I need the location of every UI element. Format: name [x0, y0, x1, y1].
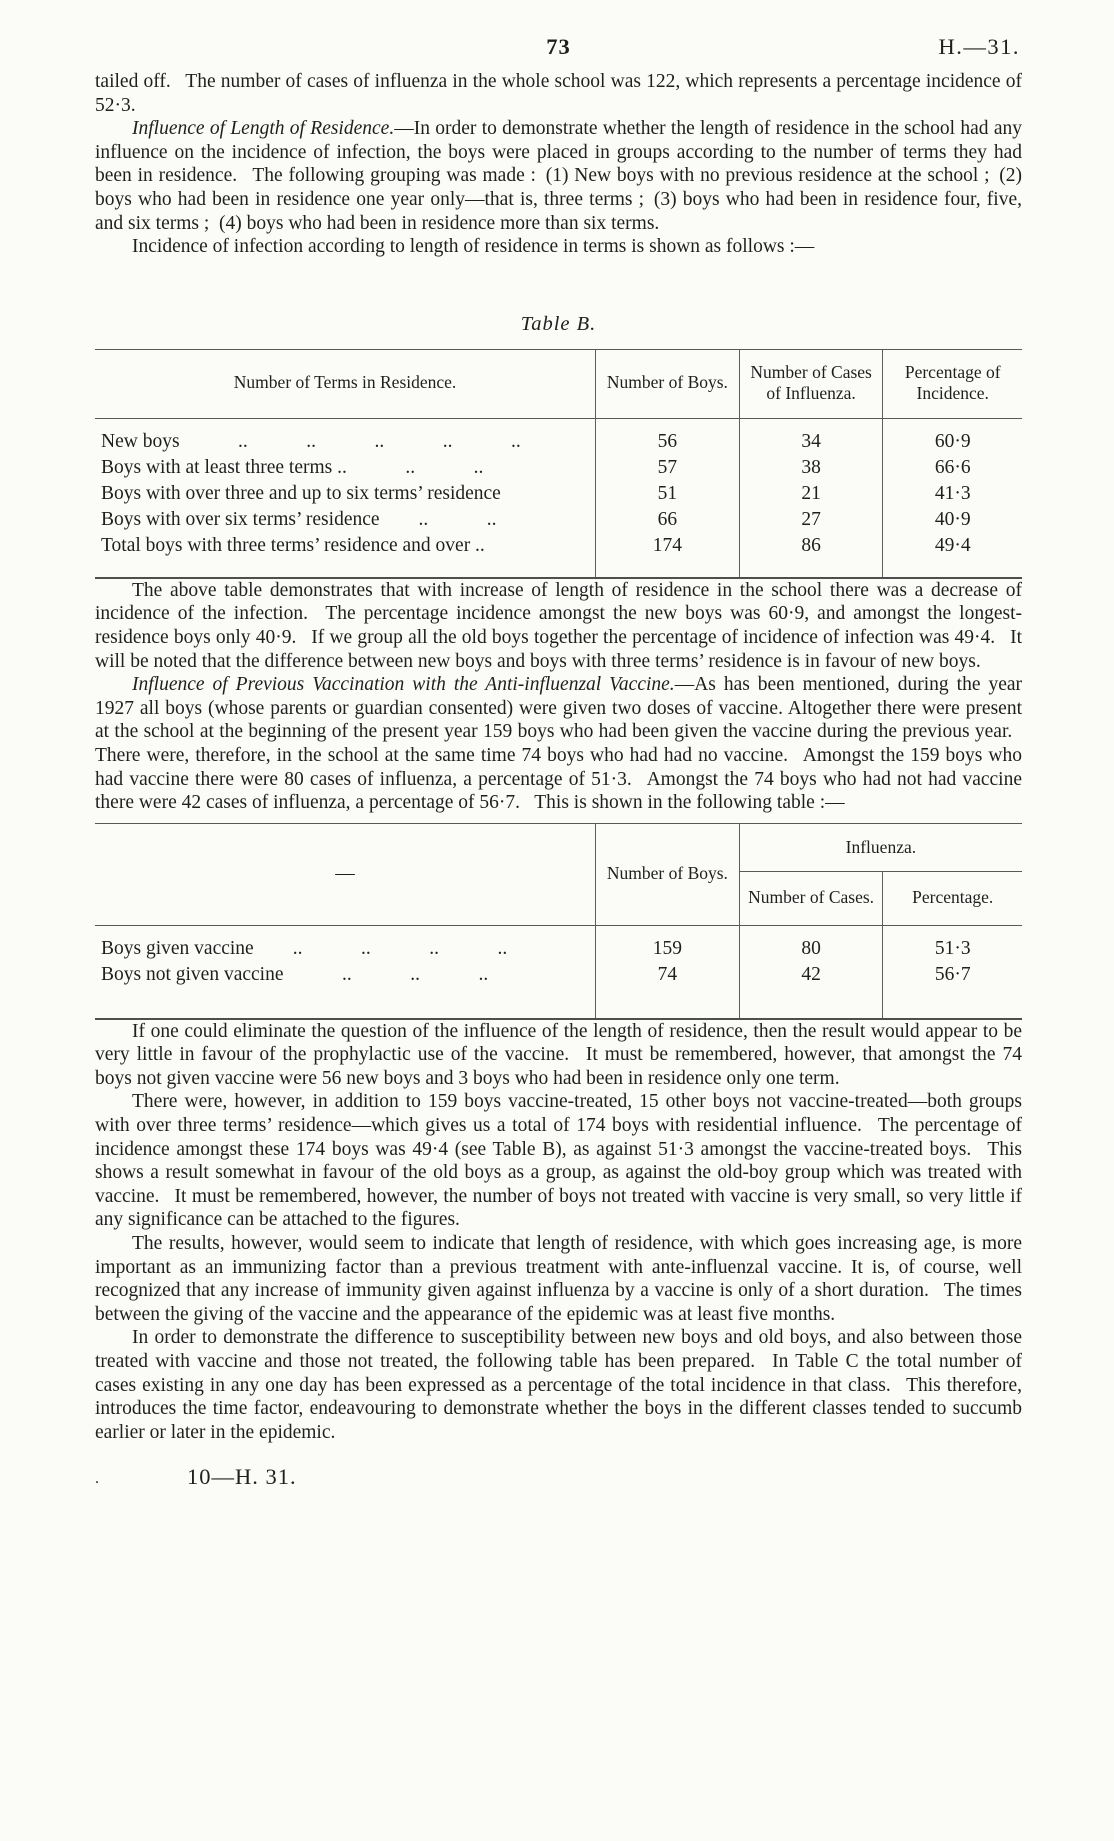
paragraph-text: In order to demonstrate the difference to susceptibility between new boys and old boys, and also between those treated with vaccine and those not treated, the following table has been prepared. In Table C the total number of cases existing in any one day has been expressed as a percentage of the total incidence in that class. This therefore, introduces the time factor, endeavouring to demonstrate whether the boys in the different classes tended to succumb earlier or later in the epidemic.	[95, 1327, 1022, 1443]
paragraph-lead-italic: Influence of Previous Vaccination with the Anti-influenzal Vaccine.	[132, 674, 675, 696]
paragraph-residential-influence	[95, 1090, 1022, 1232]
row-incidence: 41·3	[883, 481, 1022, 507]
row-percentage: 56·7	[883, 962, 1022, 1019]
page-header	[95, 34, 1022, 70]
paragraph-text: The results, however, would seem to indicate that length of residence, with which goes increasing age, is more important as an immunizing factor than a previous treatment with ante-influenzal vaccine. It is, of course, well recognized that any increase of immunity given against influenza by a vaccine is only of a short duration. The times between the giving of the vaccine and the appearance of the epidemic was at least five months.	[95, 1233, 1022, 1325]
paragraph-lead-italic: Influence of Length of Residence.	[132, 118, 395, 140]
page-footer	[95, 1464, 1022, 1494]
table-b-col-boys: Number of Boys.	[596, 349, 740, 418]
table-row	[95, 455, 1022, 481]
row-boys: 56	[596, 418, 740, 455]
table-row	[95, 507, 1022, 533]
paragraph-text: —In order to demonstrate whether the length of residence in the school had any influence on the incidence of infection, the boys were placed in groups according to the number of terms they had been in residence. The following grouping was made : (1) New boys with no previous residence at the school ; (2) boys who had been in residence one year only—that is, three terms ; (3) boys who had been in residence four, five, and six terms ; (4) boys who had been in residence more than six terms.	[95, 118, 1023, 234]
table-vaccine-col-boys: Number of Boys.	[596, 823, 740, 925]
row-incidence: 40·9	[883, 507, 1022, 533]
paragraph-results	[95, 1232, 1022, 1326]
page-number: 73	[546, 34, 571, 59]
footer-signature: 10—H. 31.	[187, 1464, 297, 1490]
table-row	[95, 481, 1022, 507]
row-incidence: 66·6	[883, 455, 1022, 481]
stray-mark: .	[95, 1470, 99, 1488]
table-row	[95, 418, 1022, 455]
paragraph-eliminate-residence	[95, 1020, 1022, 1091]
row-cases: 27	[739, 507, 883, 533]
row-percentage: 51·3	[883, 925, 1022, 962]
row-cases: 38	[739, 455, 883, 481]
table-b-title	[95, 313, 1022, 336]
row-boys: 174	[596, 533, 740, 578]
paragraph-vaccination	[95, 673, 1022, 815]
document-reference: H.—31.	[938, 34, 1020, 59]
paragraph-table-c-intro	[95, 1326, 1022, 1444]
table-vaccine-col-percentage: Percentage.	[883, 871, 1022, 925]
table-vaccine-col-cases: Number of Cases.	[739, 871, 883, 925]
row-cases: 80	[739, 925, 883, 962]
page-content	[95, 34, 1022, 1494]
table-row	[95, 533, 1022, 578]
paragraph-text: Incidence of infection according to length of residence in terms is shown as follows :—	[132, 236, 815, 258]
paragraph-table-discussion	[95, 579, 1022, 673]
table-row	[95, 925, 1022, 962]
row-label: Boys with over six terms’ residence .. ..	[101, 508, 497, 530]
row-boys: 51	[596, 481, 740, 507]
row-label: Boys with at least three terms .. .. ..	[101, 456, 484, 478]
table-b-col-incidence: Percentage of Incidence.	[883, 349, 1022, 418]
row-incidence: 60·9	[883, 418, 1022, 455]
table-vaccine-header-row-1	[95, 823, 1022, 871]
table-vaccine	[95, 823, 1022, 1020]
paragraph-text: If one could eliminate the question of the influence of the length of residence, then the result would appear to be very little in favour of the prophylactic use of the vaccine. It must be remembered, however, that amongst the 74 boys not given vaccine were 56 new boys and 3 boys who had been in residence only one term.	[95, 1020, 1022, 1089]
paragraph-text: tailed off. The number of cases of influenza in the whole school was 122, which represents a percentage incidence of 52·3.	[95, 71, 1022, 116]
row-label: Boys given vaccine .. .. .. ..	[101, 937, 508, 959]
row-cases: 42	[739, 962, 883, 1019]
paragraph-length-of-residence	[95, 117, 1022, 235]
table-b-col-terms: Number of Terms in Residence.	[95, 349, 596, 418]
row-boys: 57	[596, 455, 740, 481]
paragraph-text: —As has been mentioned, during the year 1927 all boys (whose parents or guardian consented) were given two doses of vaccine. Altogether there were present at the school at the beginning of the present year 159 boys who had been given the vaccine during the previous year. There were, therefore, in the school at the same time 74 boys who had had no vaccine. Amongst the 159 boys who had vaccine there were 80 cases of influenza, a percentage of 51·3. Amongst the 74 boys who had not had vaccine there were 42 cases of influenza, a percentage of 56·7. This is shown in the following table :—	[95, 674, 1023, 814]
table-row	[95, 962, 1022, 1019]
paragraph-text: The above table demonstrates that with increase of length of residence in the school there was a decrease of incidence of the infection. The percentage incidence amongst the new boys was 60·9, and amongst the longest-residence boys only 40·9. If we group all the old boys together the percentage of incidence of infection was 49·4. It will be noted that the difference between new boys and boys with three terms’ residence is in favour of new boys.	[95, 579, 1022, 672]
paragraph-incidence-note	[95, 235, 1022, 259]
row-label: New boys .. .. .. .. ..	[101, 430, 521, 452]
row-boys: 159	[596, 925, 740, 962]
row-label: Boys with over three and up to six terms’ residence	[101, 482, 501, 504]
row-label: Total boys with three terms’ residence and over ..	[101, 534, 485, 556]
table-b	[95, 349, 1022, 579]
row-cases: 34	[739, 418, 883, 455]
table-b-title-text: Table B.	[520, 312, 597, 335]
table-vaccine-group-influenza: Influenza.	[739, 823, 1022, 871]
row-label: Boys not given vaccine .. .. ..	[101, 963, 489, 985]
table-vaccine-col-blank: —	[95, 823, 596, 925]
row-cases: 86	[739, 533, 883, 578]
paragraph-intro	[95, 70, 1022, 117]
row-cases: 21	[739, 481, 883, 507]
row-boys: 74	[596, 962, 740, 1019]
table-b-header-row	[95, 349, 1022, 418]
paragraph-text: There were, however, in addition to 159 boys vaccine-treated, 15 other boys not vaccine-treated—both groups with over three terms’ residence—which gives us a total of 174 boys with residential influence. The percentage of incidence amongst these 174 boys was 49·4 (see Table B), as against 51·3 amongst the vaccine-treated boys. This shows a result somewhat in favour of the old boys as a group, as against the old-boy group which was treated with vaccine. It must be remembered, however, the number of boys not treated with vaccine is very small, so very little if any significance can be attached to the figures.	[95, 1091, 1022, 1231]
row-incidence: 49·4	[883, 533, 1022, 578]
table-b-col-cases: Number of Cases of Influenza.	[739, 349, 883, 418]
row-boys: 66	[596, 507, 740, 533]
